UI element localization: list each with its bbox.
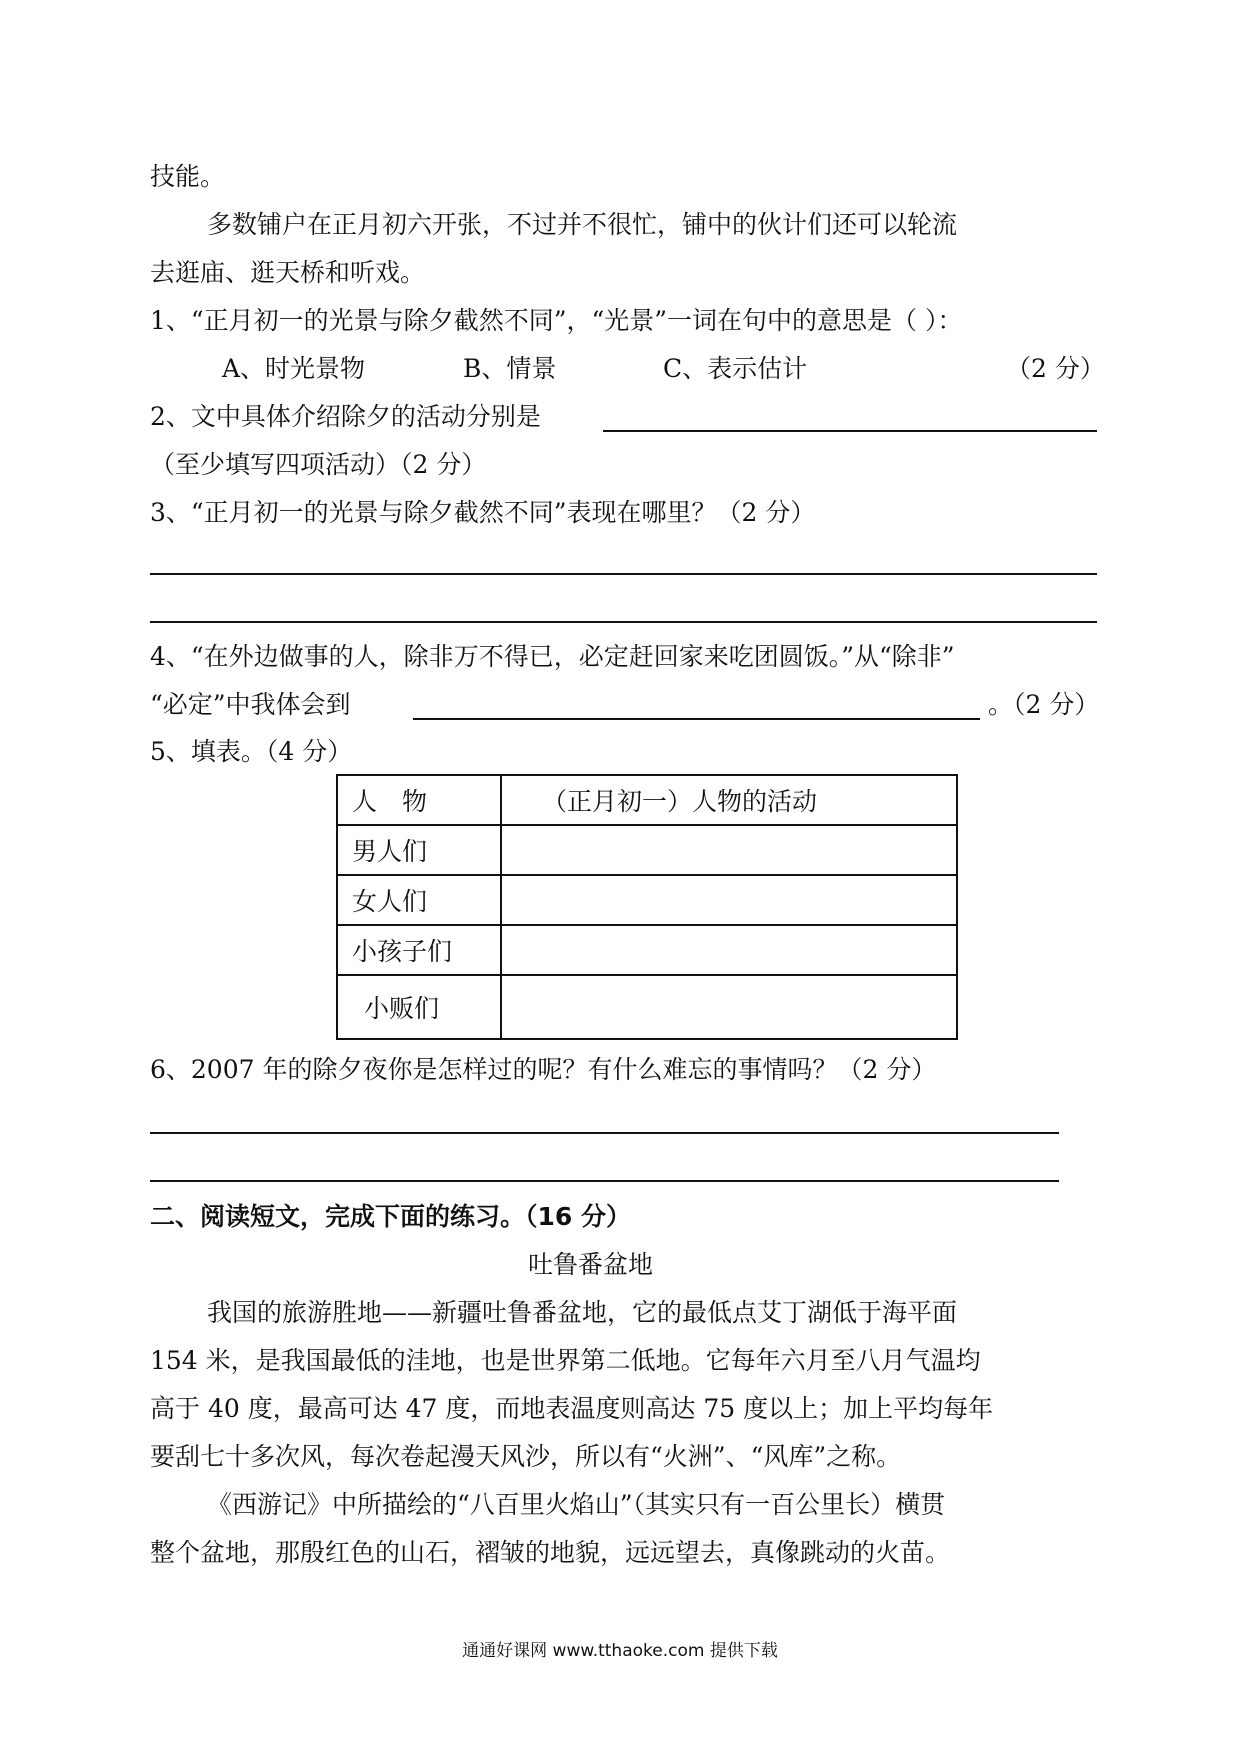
question-5: 5、填表。（4 分）	[150, 737, 353, 766]
section-heading: 二、阅读短文，完成下面的练习。（16 分）	[150, 1202, 631, 1231]
table-answer-cell[interactable]	[501, 875, 957, 925]
table-answer-cell[interactable]	[501, 925, 957, 975]
q1-option-a: A、时光景物	[222, 354, 366, 383]
table-header-cell: 人 物	[337, 775, 501, 825]
passage-line: 我国的旅游胜地——新疆吐鲁番盆地，它的最低点艾丁湖低于海平面	[207, 1298, 958, 1327]
q3-answer-line[interactable]	[150, 621, 1097, 623]
footer-text: 通通好课网 www.tthaoke.com 提供下载	[462, 1641, 778, 1661]
q2-note: （至少填写四项活动）（2 分）	[150, 450, 487, 479]
q1-score: （2 分）	[1006, 354, 1105, 383]
q6-answer-line[interactable]	[150, 1132, 1059, 1134]
passage-line: 高于 40 度，最高可达 47 度，而地表温度则高达 75 度以上；加上平均每年	[150, 1394, 994, 1423]
q4-suffix: 。（2 分）	[988, 690, 1100, 719]
q4-answer-line[interactable]	[413, 718, 980, 720]
q6-answer-line[interactable]	[150, 1180, 1059, 1182]
q1-option-c: C、表示估计	[663, 354, 808, 383]
question-1: 1、“正月初一的光景与除夕截然不同”，“光景”一词在句中的意思是（ ）：	[150, 306, 963, 335]
table-row	[337, 975, 957, 1039]
question-3: 3、“正月初一的光景与除夕截然不同”表现在哪里？（2 分）	[150, 498, 816, 527]
passage-line: 要刮七十多次风，每次卷起漫天风沙，所以有“火洲”、“风库”之称。	[150, 1442, 902, 1471]
q2-answer-line[interactable]	[603, 430, 1097, 432]
passage-line: 多数铺户在正月初六开张，不过并不很忙，铺中的伙计们还可以轮流	[207, 210, 958, 239]
table-row	[337, 925, 957, 975]
question-6: 6、2007 年的除夕夜你是怎样过的呢？有什么难忘的事情吗？（2 分）	[150, 1055, 937, 1084]
table-row-label: 小孩子们	[337, 925, 501, 975]
q1-option-b: B、情景	[463, 354, 557, 383]
table-row	[337, 825, 957, 875]
passage-line: 154 米，是我国最低的洼地，也是世界第二低地。它每年六月至八月气温均	[150, 1346, 981, 1375]
table-answer-cell[interactable]	[501, 975, 957, 1039]
question-2: 2、文中具体介绍除夕的活动分别是	[150, 402, 541, 431]
table-row	[337, 875, 957, 925]
q4-prefix: “必定”中我体会到	[150, 690, 351, 719]
passage-line: 整个盆地，那殷红色的山石，褶皱的地貌，远远望去，真像跳动的火苗。	[150, 1538, 951, 1567]
table-header-row	[337, 775, 957, 825]
question-4: 4、“在外边做事的人，除非万不得已，必定赶回家来吃团圆饭。”从“除非”	[150, 642, 955, 671]
passage-title: 吐鲁番盆地	[528, 1250, 654, 1279]
passage-line: 去逛庙、逛天桥和听戏。	[150, 258, 426, 287]
table-row-label: 女人们	[337, 875, 501, 925]
table-header-cell: （正月初一）人物的活动	[501, 775, 957, 825]
passage-line: 《西游记》中所描绘的“八百里火焰山”（其实只有一百公里长）横贯	[207, 1490, 946, 1519]
table-row-label: 小贩们	[337, 975, 501, 1039]
table-row-label: 男人们	[337, 825, 501, 875]
activity-table	[336, 774, 958, 1040]
passage-line: 技能。	[150, 162, 226, 191]
q3-answer-line[interactable]	[150, 573, 1097, 575]
table-answer-cell[interactable]	[501, 825, 957, 875]
